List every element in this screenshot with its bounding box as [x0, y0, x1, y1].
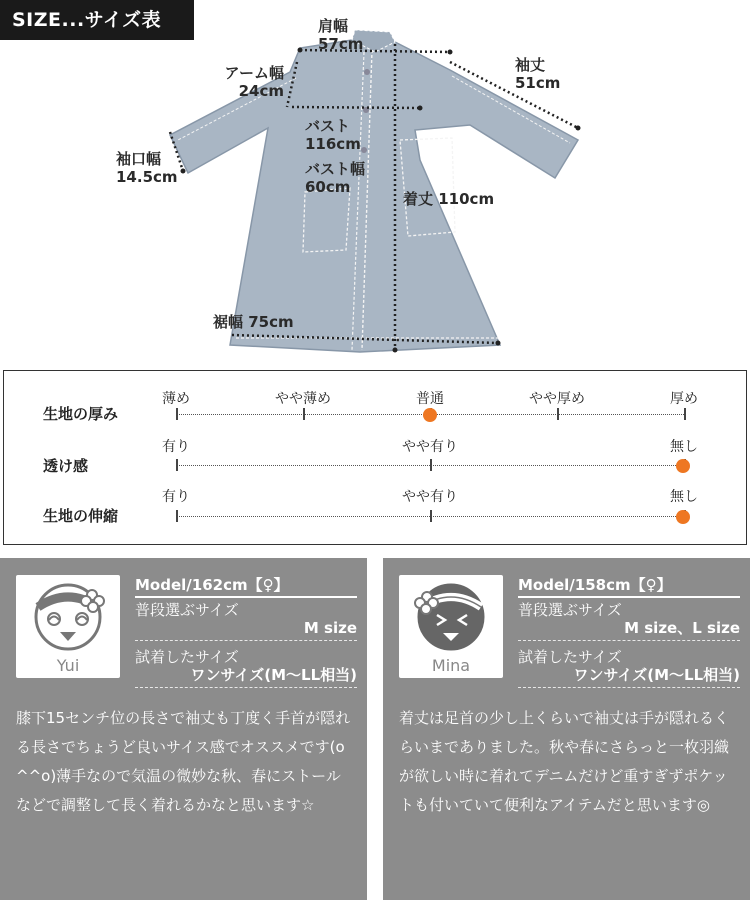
bust-width-value: 60cm	[305, 178, 351, 196]
fabric-thickness-label: 生地の厚み	[43, 405, 119, 423]
size-chart-title: SIZE...サイズ表	[0, 0, 194, 40]
scale-tick	[430, 510, 432, 522]
bust-width-label: バスト幅	[305, 160, 366, 178]
sleeve-length-measure	[515, 56, 560, 92]
model-name: Yui	[56, 656, 80, 675]
tick-label: 有り	[162, 439, 190, 455]
tried-size-label: 試着したサイズ	[135, 648, 239, 666]
fabric-thickness-row	[4, 383, 744, 433]
arm-width-value: 24cm	[238, 82, 284, 100]
scale-tick	[176, 510, 178, 522]
cuff-width-measure	[116, 150, 178, 186]
garment-illustration	[0, 0, 750, 362]
model-info	[518, 572, 740, 688]
usual-size-row	[518, 598, 740, 641]
tried-size-row	[135, 645, 357, 688]
model-height: Model/162cm【♀】	[135, 572, 357, 598]
arm-width-label: アーム幅	[224, 64, 284, 82]
usual-size-label: 普段選ぶサイズ	[518, 601, 622, 619]
usual-size-row	[135, 598, 357, 641]
sleeve-length-value: 51cm	[515, 74, 561, 92]
length-measure	[403, 190, 494, 208]
tick-label: やや厚め	[529, 391, 585, 407]
size-chart-section	[0, 0, 750, 362]
bust-value: 116cm	[305, 135, 361, 153]
tick-label: 有り	[162, 489, 190, 505]
tried-size-value: ワンサイズ(M〜LL相当)	[573, 666, 740, 684]
tick-label: 無し	[670, 439, 698, 455]
model-height: Model/158cm【♀】	[518, 572, 740, 598]
smiling-face-icon	[16, 575, 120, 655]
cuff-width-value: 14.5cm	[116, 168, 178, 186]
scale-tick	[176, 459, 178, 471]
scale-tick	[684, 408, 686, 420]
hem-width-label: 裾幅	[213, 313, 244, 331]
winking-face-icon	[399, 575, 503, 655]
arm-width-measure	[214, 64, 284, 100]
hem-width-measure	[213, 313, 294, 331]
length-label: 着丈	[403, 190, 434, 208]
selected-marker	[676, 459, 690, 473]
selected-marker	[676, 510, 690, 524]
hem-width-value: 75cm	[248, 313, 294, 331]
sleeve-length-label: 袖丈	[515, 56, 546, 74]
scale-tick	[557, 408, 559, 420]
selected-marker	[423, 408, 437, 422]
stretch-row	[4, 484, 744, 534]
tried-size-label: 試着したサイズ	[518, 648, 622, 666]
bust-width-measure	[305, 160, 365, 196]
length-value: 110cm	[438, 190, 495, 208]
shoulder-value: 57cm	[318, 35, 364, 53]
cuff-width-label: 袖口幅	[116, 150, 162, 168]
model-panel-mina	[383, 558, 750, 900]
model-name: Mina	[431, 656, 471, 675]
tick-label: やや有り	[402, 439, 458, 455]
scale-tick	[430, 459, 432, 471]
tick-label: 薄め	[162, 391, 190, 407]
model-panel-yui	[0, 558, 367, 900]
shoulder-label: 肩幅	[318, 17, 349, 35]
bust-measure	[305, 117, 361, 153]
scale-tick	[176, 408, 178, 420]
tick-label: 無し	[670, 489, 698, 505]
model-comment: 膝下15センチ位の長さで袖丈も丁度く手首が隠れる長さでちょうど良いサイス感でオススメです(o^^o)薄手なので気温の微妙な秋、春にストールなどで調整して長く着れるかなと思います☆	[16, 709, 351, 814]
shoulder-measure	[318, 17, 363, 53]
tick-label: やや薄め	[275, 391, 331, 407]
usual-size-value: M size	[303, 619, 357, 637]
model-comment: 着丈は足首の少し上くらいで袖丈は手が隠れるくらいまでありました。秋や春にさらっと一枚羽織が欲しい時に着れてデニムだけど重すぎずポケットも付いていて便利なアイテムだと思います◎	[399, 709, 730, 814]
see-through-row	[4, 433, 744, 483]
model-info	[135, 572, 357, 688]
fabric-properties-chart	[3, 370, 747, 545]
usual-size-label: 普段選ぶサイズ	[135, 601, 239, 619]
stretch-label: 生地の伸縮	[43, 507, 119, 525]
tried-size-row	[518, 645, 740, 688]
tick-label: やや有り	[402, 489, 458, 505]
avatar	[399, 575, 503, 678]
tick-label: 厚め	[670, 391, 698, 407]
see-through-label: 透け感	[43, 457, 89, 475]
tried-size-value: ワンサイズ(M〜LL相当)	[190, 666, 357, 684]
usual-size-value: M size、L size	[624, 619, 740, 637]
tick-label: 普通	[416, 391, 444, 407]
bust-label: バスト	[305, 117, 351, 135]
scale-tick	[303, 408, 305, 420]
avatar	[16, 575, 120, 678]
